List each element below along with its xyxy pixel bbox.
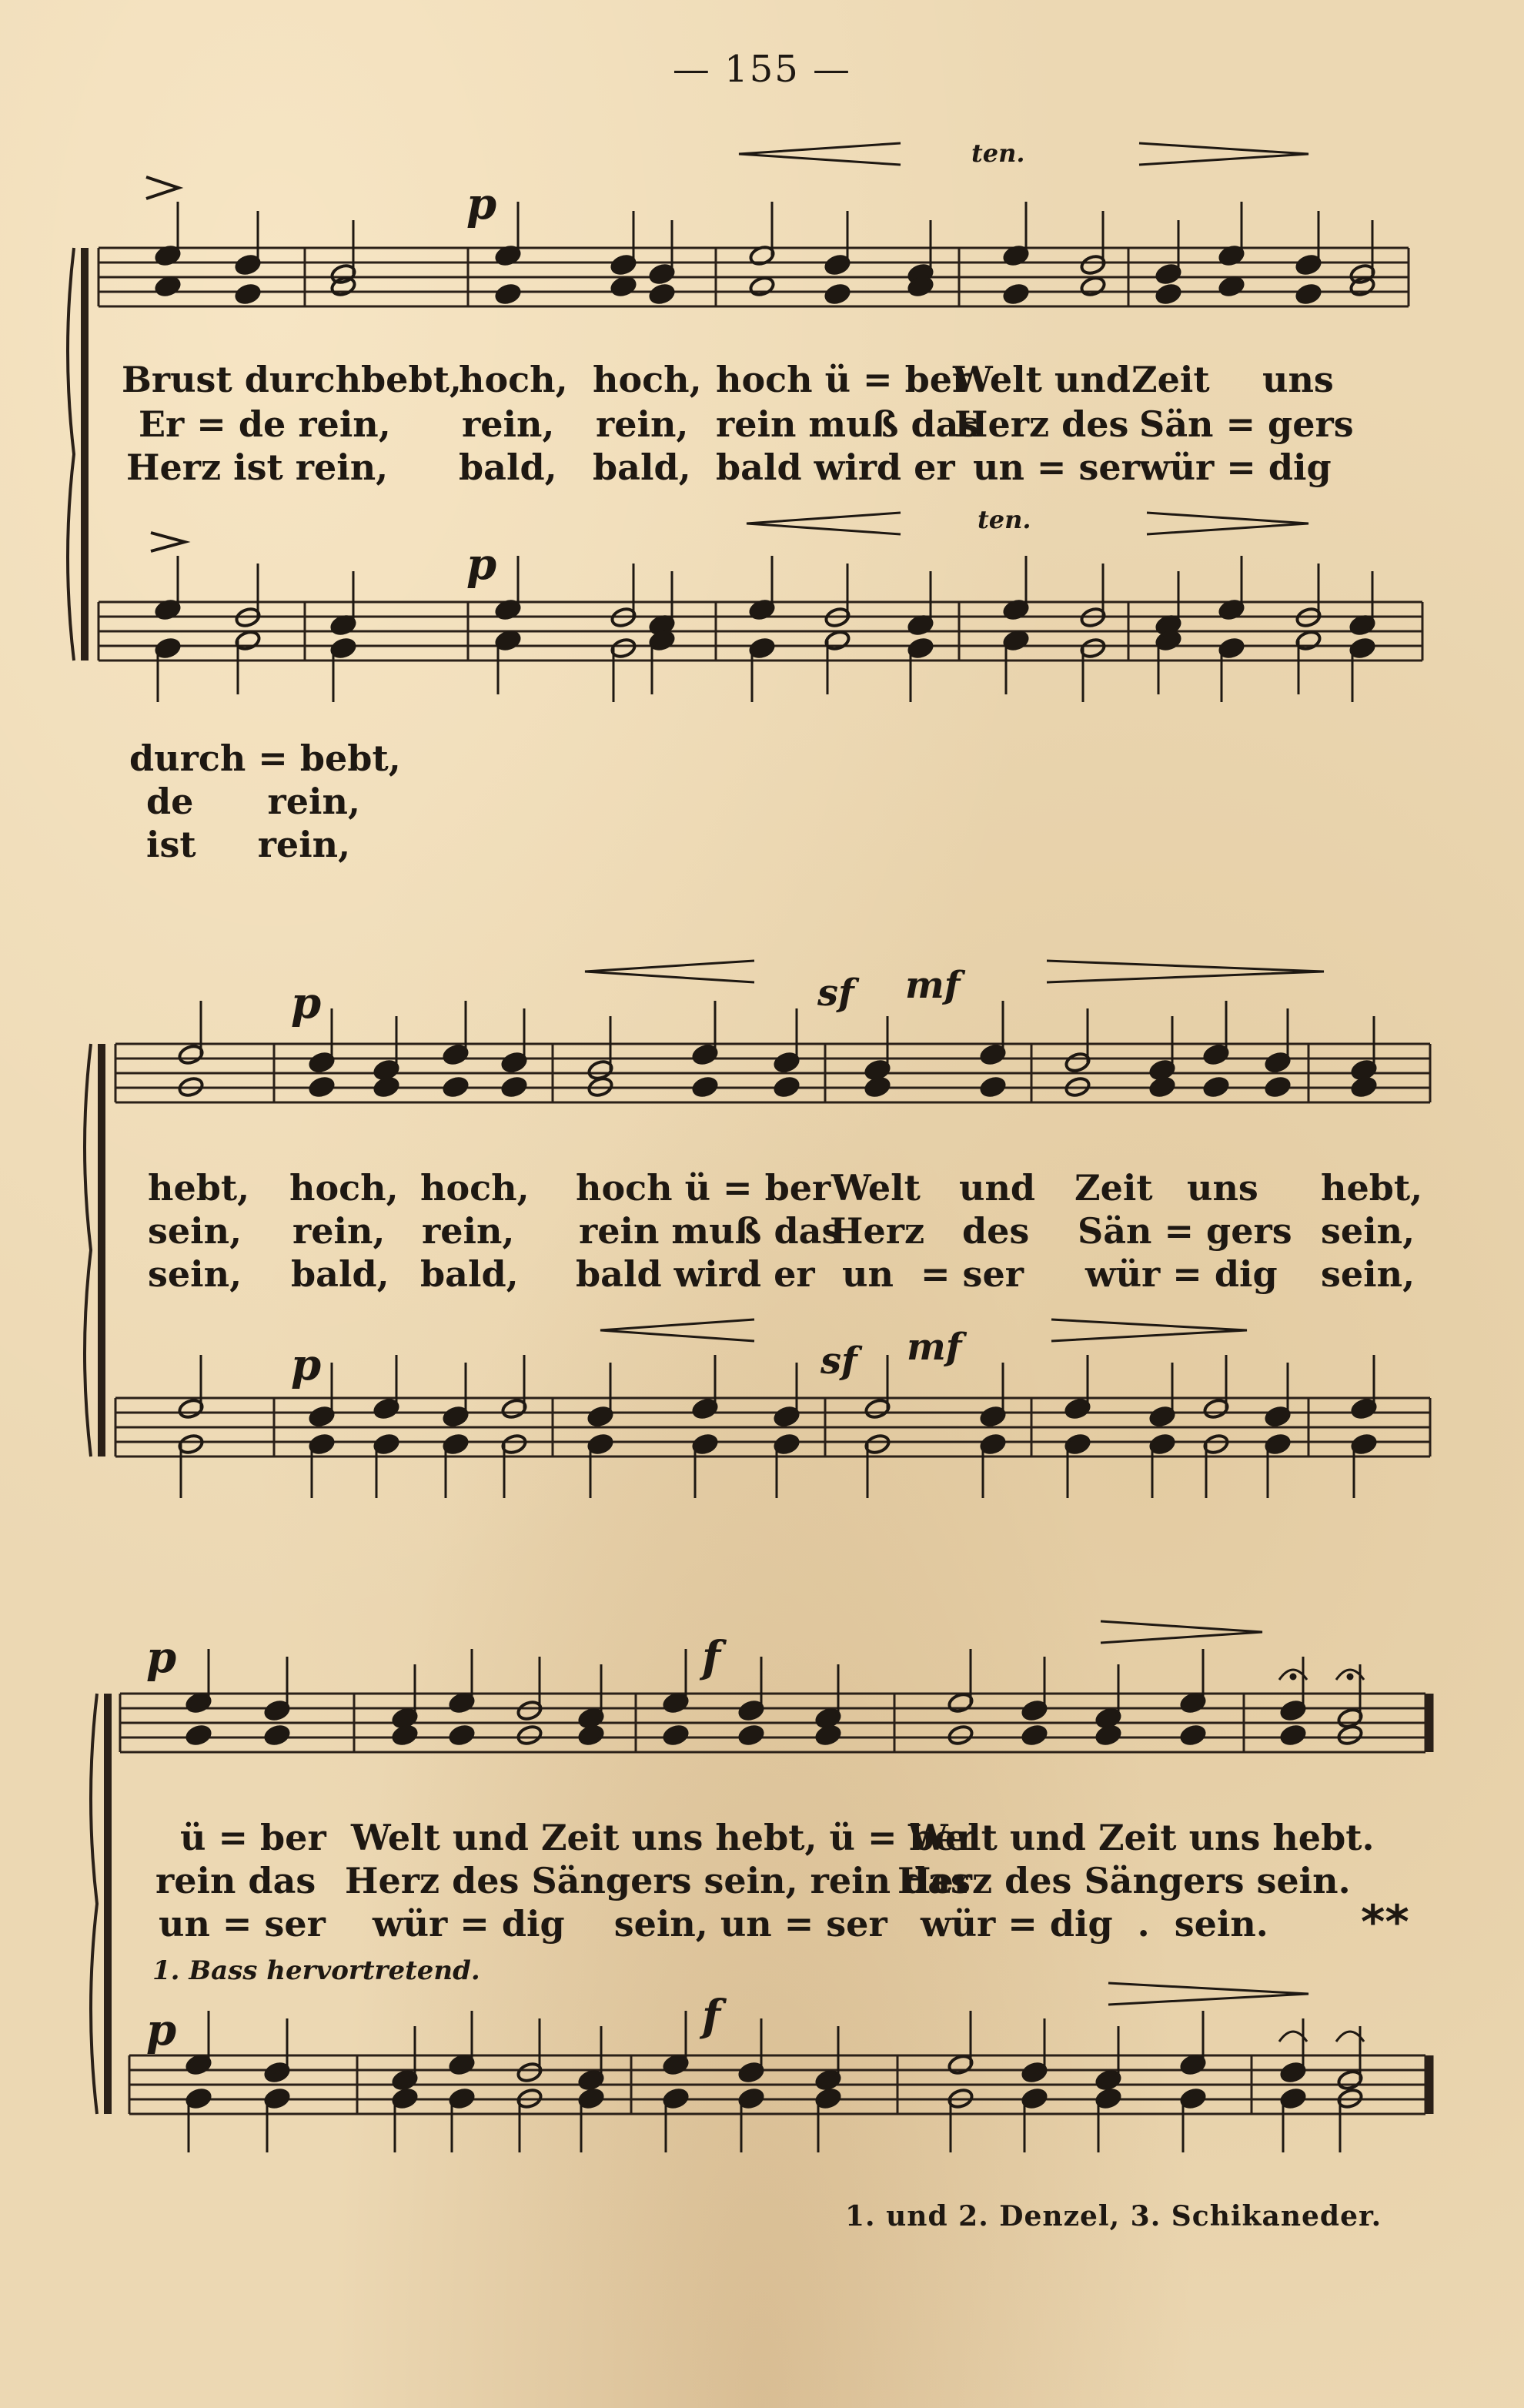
lyric-s3-v3-a: un = ser	[159, 1903, 326, 1945]
lyric-s2-v1-f: und	[959, 1167, 1036, 1209]
lyric-s1-v2-d: rein muß das	[716, 403, 979, 445]
bass-note-text: 1. Bass hervortretend.	[152, 1955, 480, 1986]
decrescendo-s1-lower	[1147, 513, 1308, 534]
continuation-v2: de rein,	[146, 781, 360, 822]
continuation-v1: durch = bebt,	[129, 737, 401, 779]
note-s2u-low	[979, 1075, 1006, 1098]
asterisks-footnote-mark: **	[1361, 1895, 1409, 1949]
lyric-s1-v1-c: hoch,	[593, 359, 702, 400]
note-s2u-low	[1264, 1075, 1291, 1098]
crescendo-s1-lower	[747, 513, 901, 534]
composer-credit: 1. und 2. Denzel, 3. Schikaneder.	[845, 2200, 1382, 2232]
lyric-s1-v1-a: Brust durchbebt,	[122, 359, 462, 400]
decrescendo-s2-lower	[1051, 1319, 1247, 1341]
note-s1u-low	[234, 283, 261, 305]
tenuto-mark-lower: ten.	[978, 505, 1031, 534]
lyric-s2-v3-c: bald,	[420, 1253, 519, 1295]
lyric-s3-v2-a: rein das	[155, 1860, 316, 1901]
lyric-s3-v2-c: Herz des Sängers sein.	[897, 1860, 1351, 1901]
note-s1u-low	[154, 275, 181, 297]
lyric-s2-v3-f: = ser	[921, 1253, 1024, 1295]
note-s3u-low	[185, 1724, 212, 1746]
lyric-s3-v3-c: wür = dig . sein.	[921, 1903, 1268, 1945]
lyric-s2-v3-d: bald wird er	[576, 1253, 815, 1295]
dynamic-forte: f	[702, 1632, 721, 1683]
brace-s1-curve	[68, 248, 74, 661]
note-s3u-low	[1279, 1724, 1306, 1746]
note-s2u-low	[773, 1075, 800, 1098]
dynamic-piano: p	[466, 179, 497, 229]
note-s1u-low	[1002, 283, 1029, 305]
dynamic-piano-3: p	[146, 1632, 177, 1683]
lyric-s2-v2-i: sein,	[1321, 1210, 1415, 1252]
dynamic-sf: sf	[817, 972, 854, 1015]
lyric-s2-v3-a: sein,	[148, 1253, 242, 1295]
note-s3u-low	[814, 1724, 841, 1746]
lyric-s2-v3-b: bald,	[291, 1253, 389, 1295]
lyric-s2-v3-g: wür = dig	[1085, 1253, 1278, 1295]
note-s3u-low	[1095, 1724, 1121, 1746]
fermata-dot	[1290, 1674, 1296, 1680]
continuation-v3: ist rein,	[146, 824, 351, 865]
fermata-dot	[1347, 1674, 1353, 1680]
lyric-s2-v2-c: rein,	[422, 1210, 515, 1252]
lyric-s3-v3-b: wür = dig sein, un = ser	[373, 1903, 887, 1945]
lyric-s2-v1-a: hebt,	[148, 1167, 250, 1209]
note-s3u-low	[1021, 1724, 1048, 1746]
lyric-s1-v3-e: un = ser	[973, 446, 1140, 488]
dynamic-piano-2-lower: p	[291, 1339, 322, 1390]
note-s1u-low	[494, 283, 521, 305]
lyric-s1-v3-c: bald,	[593, 446, 691, 488]
dynamic-mf-lower: mf	[907, 1326, 962, 1369]
lyric-s1-v3-a: Herz ist rein,	[126, 446, 389, 488]
lyric-s1-v3-b: bald,	[459, 446, 557, 488]
dynamic-piano-2: p	[291, 978, 322, 1028]
note-s3u-low	[448, 1724, 475, 1746]
lyric-s2-v3-i: sein,	[1321, 1253, 1415, 1295]
note-s3u-low	[662, 1724, 689, 1746]
lyric-s1-v2-a: Er = de rein,	[139, 403, 391, 445]
note-s3u-low	[1336, 1724, 1363, 1746]
lyric-s1-v1-g: uns	[1262, 359, 1334, 400]
lyric-s2-v1-d: hoch ü = ber	[576, 1167, 831, 1209]
lyric-s3-v1-c: Welt und Zeit uns hebt.	[908, 1817, 1375, 1858]
lyric-s2-v2-b: rein,	[292, 1210, 386, 1252]
dynamic-sf-lower: sf	[820, 1339, 857, 1383]
note-s3u-low	[577, 1724, 604, 1746]
note-s3u-low	[263, 1724, 290, 1746]
lyric-s2-v2-e: Herz	[830, 1210, 925, 1252]
note-s3u-low	[516, 1724, 543, 1746]
note-s3u-low	[947, 1724, 974, 1746]
lyric-s2-v2-g: Sän = gers	[1078, 1210, 1292, 1252]
lyric-s2-v1-h: uns	[1187, 1167, 1258, 1209]
lyric-s3-v1-a: ü = ber	[180, 1817, 326, 1858]
lyric-s1-v3-f: wür = dig	[1139, 446, 1332, 488]
lyric-s1-v2-e: Herz des	[954, 403, 1129, 445]
decrescendo-s2	[1047, 961, 1324, 982]
lyric-s2-v3-e: un	[842, 1253, 894, 1295]
note-s3u-low	[391, 1724, 418, 1746]
decrescendo-s1	[1139, 143, 1308, 165]
dynamic-mf: mf	[905, 964, 961, 1007]
decrescendo-s3	[1101, 1621, 1262, 1643]
lyric-s2-v1-b: hoch,	[289, 1167, 399, 1209]
note-s2u-low	[1148, 1075, 1175, 1098]
lyric-s1-v2-f: Sän = gers	[1139, 403, 1354, 445]
note-s1u-low	[1295, 283, 1322, 305]
note-s1u-low	[748, 275, 775, 297]
tenuto-mark: ten.	[971, 139, 1025, 168]
lyric-s2-v1-g: Zeit	[1074, 1167, 1153, 1209]
page-number: — 155 —	[672, 48, 852, 91]
note-s2u-low	[308, 1075, 335, 1098]
note-s3u-low	[737, 1724, 764, 1746]
dynamic-forte-lower: f	[702, 1991, 721, 2042]
dynamic-piano-lower: p	[466, 539, 497, 590]
note-s1u-low	[1079, 275, 1106, 297]
lyric-s3-v1-b: Welt und Zeit uns hebt, ü = ber	[351, 1817, 976, 1858]
note-s1u-low	[610, 275, 637, 297]
lyric-s1-v1-f: Zeit	[1131, 359, 1210, 400]
lyric-s2-v2-d: rein muß das	[579, 1210, 842, 1252]
accent-s1-lower	[151, 533, 185, 551]
note-s2u-low	[864, 1075, 891, 1098]
lyric-s1-v3-d: bald wird er	[716, 446, 955, 488]
note-s3u-low	[1179, 1724, 1206, 1746]
note-s1u-low	[1155, 283, 1181, 305]
note-s1u-low	[824, 283, 851, 305]
decrescendo-s3-lower	[1108, 1983, 1308, 2005]
note-s2u-low	[373, 1075, 399, 1098]
accent-s1	[146, 177, 179, 199]
lyric-s2-v1-c: hoch,	[420, 1167, 530, 1209]
note-s1u-low	[1218, 275, 1245, 297]
brace-s3-curve	[91, 1694, 97, 2114]
note-s2u-low	[1350, 1075, 1377, 1098]
lyric-s1-v1-d: hoch ü = ber	[716, 359, 971, 400]
note-s2u-low	[442, 1075, 469, 1098]
lyric-s2-v1-e: Welt	[831, 1167, 921, 1209]
dynamic-piano-3-lower: p	[146, 2005, 177, 2055]
brace-s2-curve	[85, 1044, 91, 1457]
lyric-s1-v1-b: hoch,	[459, 359, 568, 400]
note-s2u-low	[1202, 1075, 1229, 1098]
lyric-s1-v1-e: Welt und	[953, 359, 1131, 400]
lyric-s1-v2-b: rein,	[462, 403, 555, 445]
note-s2u-low	[500, 1075, 527, 1098]
crescendo-s2-lower	[600, 1319, 754, 1341]
lyric-s2-v2-a: sein,	[148, 1210, 242, 1252]
lyric-s2-v1-i: hebt,	[1321, 1167, 1423, 1209]
lyric-s3-v2-b: Herz des Sängers sein, rein das	[345, 1860, 971, 1901]
lyric-s1-v2-c: rein,	[596, 403, 689, 445]
crescendo-s2	[585, 961, 754, 982]
note-s2u-low	[691, 1075, 718, 1098]
lyric-s2-v2-f: des	[962, 1210, 1030, 1252]
crescendo-s1	[739, 143, 901, 165]
note-s1u-low	[648, 283, 675, 305]
